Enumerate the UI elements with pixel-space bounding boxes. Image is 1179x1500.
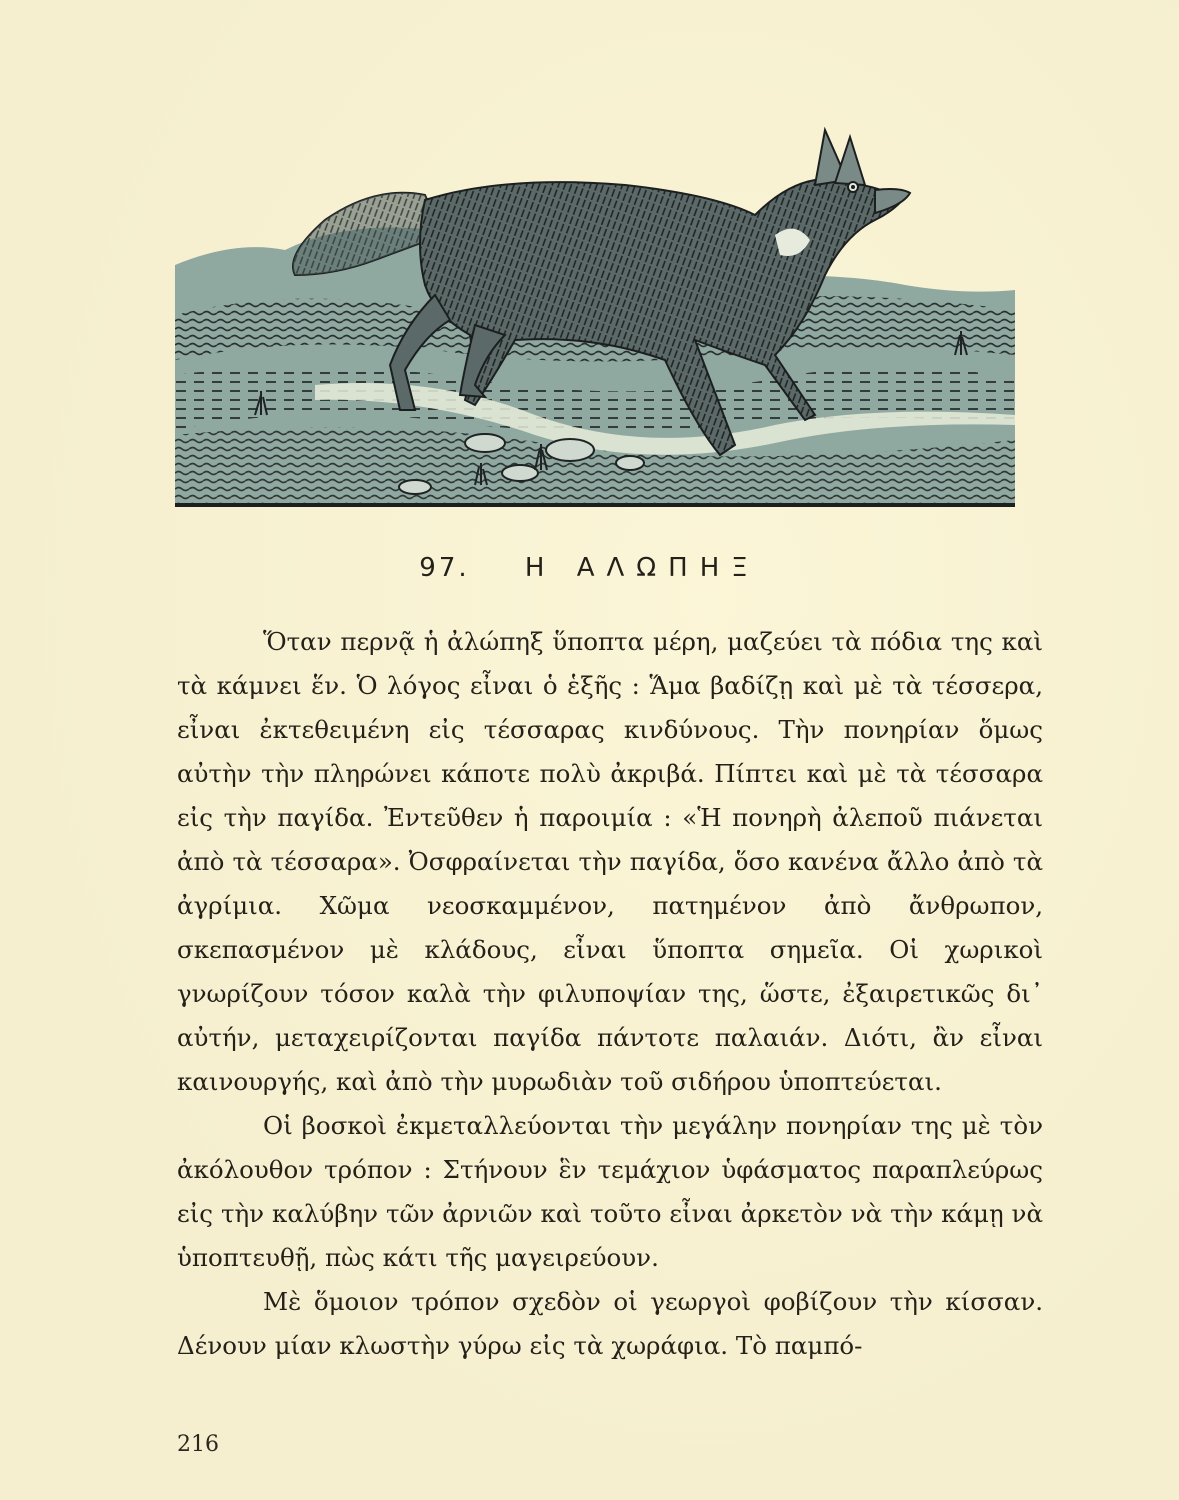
paragraph: Μὲ ὅμοιον τρόπον σχεδὸν οἱ γεωργοὶ φοβίζουν τὴν κίσσαν. Δένουν μίαν κλωστὴν γύρω εἰς τὰ χωράφια. Τὸ παμπό-: [177, 1287, 1043, 1360]
chapter-heading: [0, 553, 1179, 583]
body-text: [177, 620, 1043, 1368]
paragraph: Οἱ βοσκοὶ ἐκμεταλλεύονται τὴν μεγάλην πονηρίαν της μὲ τὸν ἀκόλουθον τρόπον : Στήνουν ἓν τεμάχιον ὑφάσματος παραπλεύρως εἰς τὴν καλύβην τῶν ἀρνιῶν καὶ τοῦτο εἶναι ἀρκετὸν νὰ τὴν κάμῃ νὰ ὑποπτευθῇ, πὼς κάτι τῆς μαγειρεύουν.: [177, 1111, 1043, 1272]
chapter-title: Η ΑΛΩΠΗΞ: [524, 553, 760, 583]
fox-icon: [175, 125, 1015, 510]
page-number: 216: [177, 1432, 219, 1457]
chapter-number: 97.: [419, 553, 470, 583]
paragraph: Ὅταν περνᾷ ἡ ἀλώπηξ ὕποπτα μέρη, μαζεύει τὰ πόδια της καὶ τὰ κάμνει ἕν. Ὁ λόγος εἶναι ὁ ἑξῆς : Ἅμα βαδίζῃ καὶ μὲ τὰ τέσσερα, εἶναι ἐκτεθειμένη εἰς τέσσαρας κινδύνους. Τὴν πονηρίαν ὅμως αὐτὴν τὴν πληρώνει κάποτε πολὺ ἀκριβά. Πίπτει καὶ μὲ τὰ τέσσαρα εἰς τὴν παγίδα. Ἐντεῦθεν ἡ παροιμία : «Ἡ πονηρὴ ἀλεποῦ πιάνεται ἀπὸ τὰ τέσσαρα». Ὀσφραίνεται τὴν παγίδα, ὅσο κανένα ἄλλο ἀπὸ τὰ ἀγρίμια. Χῶμα νεοσκαμμένον, πατημένον ἀπὸ ἄνθρωπον, σκεπασμένον μὲ κλάδους, εἶναι ὕποπτα σημεῖα. Οἱ χωρικοὶ γνωρίζουν τόσον καλὰ τὴν φιλυποψίαν της, ὥστε, ἐξαιρετικῶς δι᾿ αὐτήν, μεταχειρίζονται παγίδα πάντοτε παλαιάν. Διότι, ἂν εἶναι καινουργής, καὶ ἀπὸ τὴν μυρωδιὰν τοῦ σιδήρου ὑποπτεύεται.: [177, 627, 1043, 1096]
fox-illustration: [175, 125, 1015, 510]
